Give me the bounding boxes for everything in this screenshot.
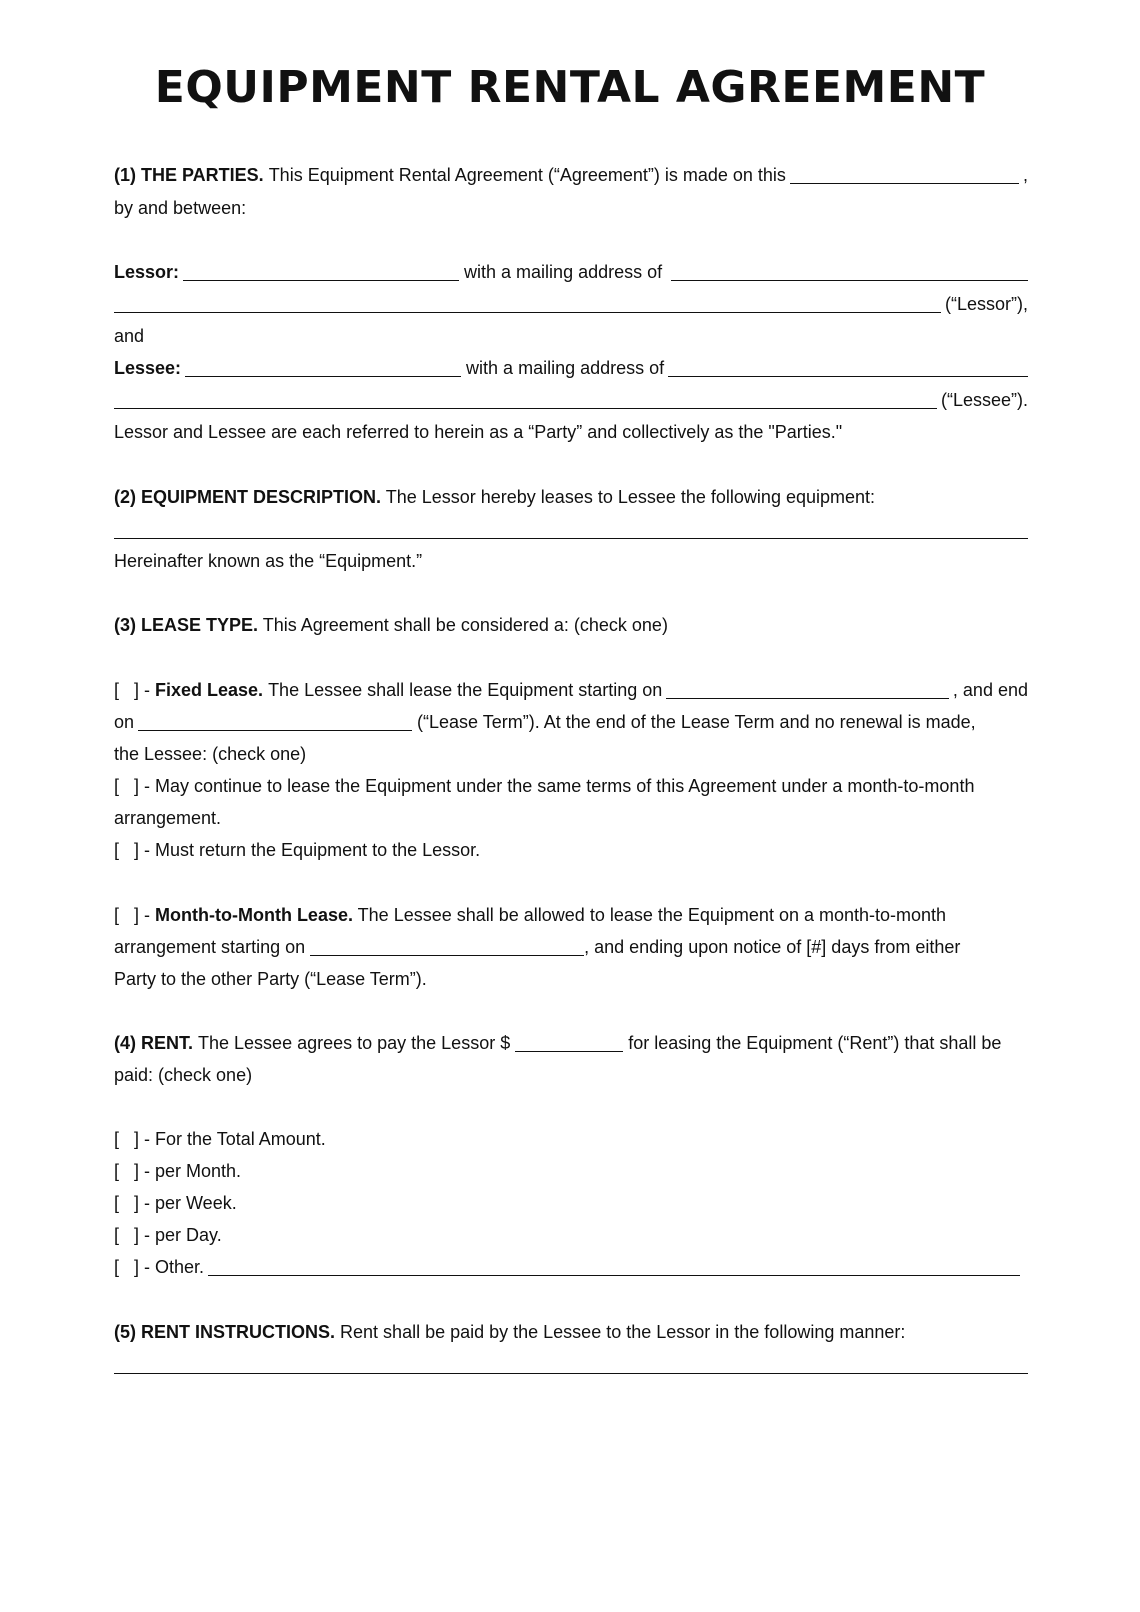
document-title: EQUIPMENT RENTAL AGREEMENT: [154, 62, 986, 113]
lessee-address-blank-2[interactable]: [114, 390, 937, 409]
lessor-label: Lessor:: [114, 262, 180, 282]
lease-end-line: [114, 710, 1028, 734]
lessor-address-blank-2[interactable]: [114, 294, 941, 313]
equipment-heading: (2) EQUIPMENT DESCRIPTION.: [114, 487, 382, 507]
lease-end-blank[interactable]: [138, 713, 412, 731]
rent-line: [114, 1031, 1028, 1055]
lease-start-blank[interactable]: [666, 680, 949, 699]
parties-comma: ,: [1022, 165, 1028, 185]
mtm-lease-text: The Lessee shall be allowed to lease the Equipment on a month-to-month: [357, 905, 947, 925]
mtm-lease-checkbox[interactable]: [ ] -: [114, 905, 150, 925]
fixed-lease-checkbox[interactable]: [ ] -: [114, 680, 150, 700]
and-text: and: [114, 326, 145, 346]
lessee-check-text: the Lessee: (check one): [114, 744, 307, 764]
by-and-between: by and between:: [114, 198, 247, 218]
lessor-mailing-text: with a mailing address of: [464, 262, 663, 282]
lease-type-heading: (3) LEASE TYPE.: [114, 615, 259, 635]
option-continue[interactable]: [ ] - May continue to lease the Equipment under the same terms of this Agreement under a month-to-month: [114, 776, 975, 796]
lessor-address-blank[interactable]: [671, 262, 1028, 281]
arrangement-starting-text: arrangement starting on: [114, 937, 306, 957]
rent-instructions-text: Rent shall be paid by the Lessee to the Lessor in the following manner:: [340, 1322, 906, 1342]
lessee-mailing-text: with a mailing address of: [466, 358, 665, 378]
rent-option-other-line: [114, 1255, 1028, 1279]
agreement-date-blank[interactable]: [790, 165, 1019, 184]
ending-notice-text: , and ending upon notice of [#] days from either: [584, 937, 961, 957]
equipment-line: [114, 485, 1028, 509]
fixed-lease-line: [114, 678, 1028, 702]
lease-type-line: [114, 613, 1028, 637]
rent-other-blank[interactable]: [208, 1257, 1020, 1276]
parties-intro-line: [114, 163, 1028, 187]
lessor-address-line: [114, 292, 1028, 316]
lease-term-text: (“Lease Term”). At the end of the Lease Term and no renewal is made,: [417, 712, 976, 732]
rent-text-after: for leasing the Equipment (“Rent”) that shall be: [628, 1033, 1002, 1053]
rent-amount-blank[interactable]: [515, 1034, 623, 1052]
mtm-start-blank[interactable]: [310, 938, 584, 956]
party-other-text: Party to the other Party (“Lease Term”).: [114, 969, 427, 989]
mtm-start-line: [114, 935, 1028, 959]
option-return[interactable]: [ ] - Must return the Equipment to the Lessor.: [114, 840, 481, 860]
mtm-lease-label: Month-to-Month Lease.: [155, 905, 353, 925]
lessor-tag: (“Lessor”),: [944, 294, 1028, 314]
equipment-description-blank[interactable]: [114, 538, 1028, 539]
lessee-tag: (“Lessee”).: [940, 390, 1028, 410]
mtm-lease-line: [114, 903, 1028, 927]
parties-heading: (1) THE PARTIES.: [114, 165, 264, 185]
lessor-name-blank[interactable]: [183, 263, 459, 281]
rent-instructions-heading: (5) RENT INSTRUCTIONS.: [114, 1322, 336, 1342]
lessee-line: [114, 356, 1028, 380]
rent-option-month[interactable]: [ ] - per Month.: [114, 1161, 242, 1181]
fixed-lease-label: Fixed Lease.: [155, 680, 264, 700]
hereinafter-text: Hereinafter known as the “Equipment.”: [114, 551, 423, 571]
rent-instructions-blank[interactable]: [114, 1373, 1028, 1374]
rent-instructions-line: [114, 1320, 1028, 1344]
rent-paid-text: paid: (check one): [114, 1065, 253, 1085]
lessor-line: [114, 260, 1028, 284]
rent-heading: (4) RENT.: [114, 1033, 194, 1053]
parties-intro-text: This Equipment Rental Agreement (“Agreement”) is made on this: [268, 165, 786, 185]
collective-text: Lessor and Lessee are each referred to herein as a “Party” and collectively as the "Parties.": [114, 422, 843, 442]
rent-option-day[interactable]: [ ] - per Day.: [114, 1225, 222, 1245]
lessee-label: Lessee:: [114, 358, 182, 378]
on-text: on: [114, 712, 135, 732]
lessee-address-line: [114, 388, 1028, 412]
rent-option-total[interactable]: [ ] - For the Total Amount.: [114, 1129, 326, 1149]
lessee-name-blank[interactable]: [185, 359, 461, 377]
rent-text: The Lessee agrees to pay the Lessor $: [198, 1033, 511, 1053]
arrangement-text: arrangement.: [114, 808, 222, 828]
and-end-text: , and end: [952, 680, 1028, 700]
fixed-lease-text: The Lessee shall lease the Equipment starting on: [268, 680, 663, 700]
rent-option-week[interactable]: [ ] - per Week.: [114, 1193, 237, 1213]
equipment-text: The Lessor hereby leases to Lessee the following equipment:: [385, 487, 876, 507]
lease-type-text: This Agreement shall be considered a: (check one): [262, 615, 668, 635]
lessee-address-blank[interactable]: [668, 358, 1028, 377]
rent-option-other[interactable]: [ ] - Other.: [114, 1257, 205, 1277]
